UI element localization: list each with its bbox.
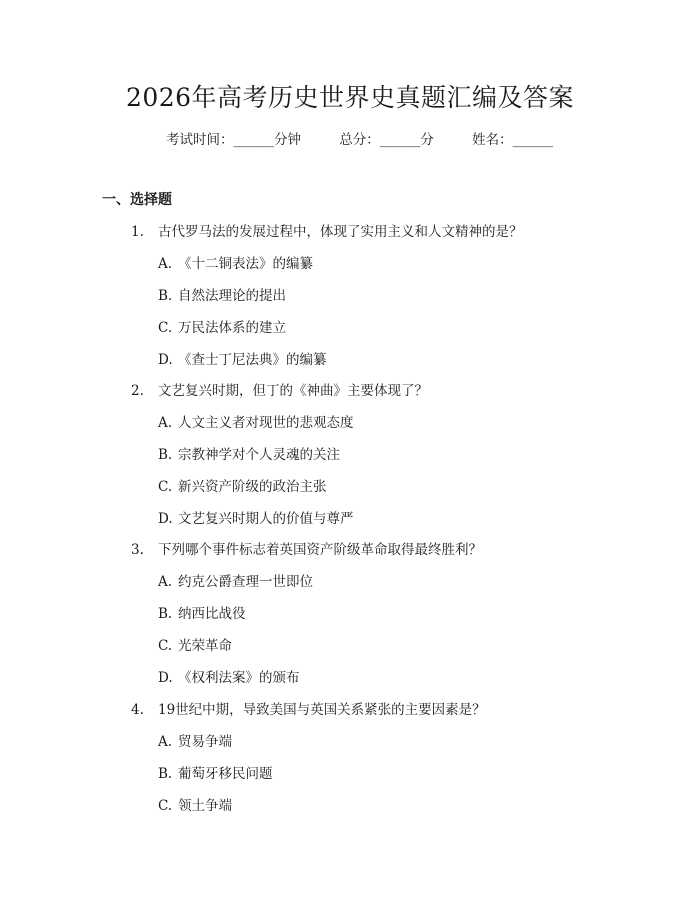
question-number: 2. <box>131 383 144 399</box>
option-text: 约克公爵查理一世即位 <box>178 574 313 590</box>
option-letter: A. <box>158 256 173 272</box>
option-letter: A. <box>158 734 173 750</box>
option-text: 新兴资产阶级的政治主张 <box>178 479 327 495</box>
option-text: 人文主义者对现世的悲观态度 <box>178 415 354 431</box>
option-text: 《十二铜表法》的编纂 <box>178 256 313 272</box>
option-letter: C. <box>158 638 173 654</box>
option-letter: B. <box>158 288 173 304</box>
option-letter: B. <box>158 766 173 782</box>
option-letter: D. <box>158 352 173 368</box>
exam-time-field: 考试时间：______分钟 <box>166 132 301 148</box>
option-text: 文艺复兴时期人的价值与尊严 <box>178 511 354 527</box>
option-letter: B. <box>158 447 173 463</box>
page-title: 2026年高考历史世界史真题汇编及答案 <box>125 83 575 112</box>
exam-info-line <box>166 130 553 150</box>
section-heading: 一、选择题 <box>102 192 172 208</box>
option-text: 光荣革命 <box>178 638 232 654</box>
option-letter: A. <box>158 574 173 590</box>
option-letter: C. <box>158 479 173 495</box>
question-number: 4. <box>131 702 144 718</box>
question-text: 19世纪中期，导致美国与英国关系紧张的主要因素是？ <box>158 702 486 718</box>
option-text: 宗教神学对个人灵魂的关注 <box>178 447 340 463</box>
option-letter: C. <box>158 320 173 336</box>
option-text: 纳西比战役 <box>178 606 246 622</box>
option-text: 领土争端 <box>178 798 232 814</box>
question-number: 3. <box>131 542 144 558</box>
option-text: 《权利法案》的颁布 <box>178 670 300 686</box>
option-letter: B. <box>158 606 173 622</box>
option-letter: D. <box>158 670 173 686</box>
option-text: 万民法体系的建立 <box>178 320 286 336</box>
option-letter: A. <box>158 415 173 431</box>
option-text: 葡萄牙移民问题 <box>178 766 273 782</box>
total-score-field: 总分：______分 <box>339 132 434 148</box>
question-text: 古代罗马法的发展过程中，体现了实用主义和人文精神的是？ <box>158 224 523 240</box>
option-letter: D. <box>158 511 173 527</box>
question-text: 文艺复兴时期，但丁的《神曲》主要体现了？ <box>158 383 428 399</box>
student-name-field: 姓名：______ <box>472 132 554 148</box>
option-text: 贸易争端 <box>178 734 232 750</box>
option-letter: C. <box>158 798 173 814</box>
question-text: 下列哪个事件标志着英国资产阶级革命取得最终胜利？ <box>158 542 482 558</box>
option-text: 自然法理论的提出 <box>178 288 286 304</box>
question-number: 1. <box>131 224 144 240</box>
option-text: 《查士丁尼法典》的编纂 <box>178 352 327 368</box>
